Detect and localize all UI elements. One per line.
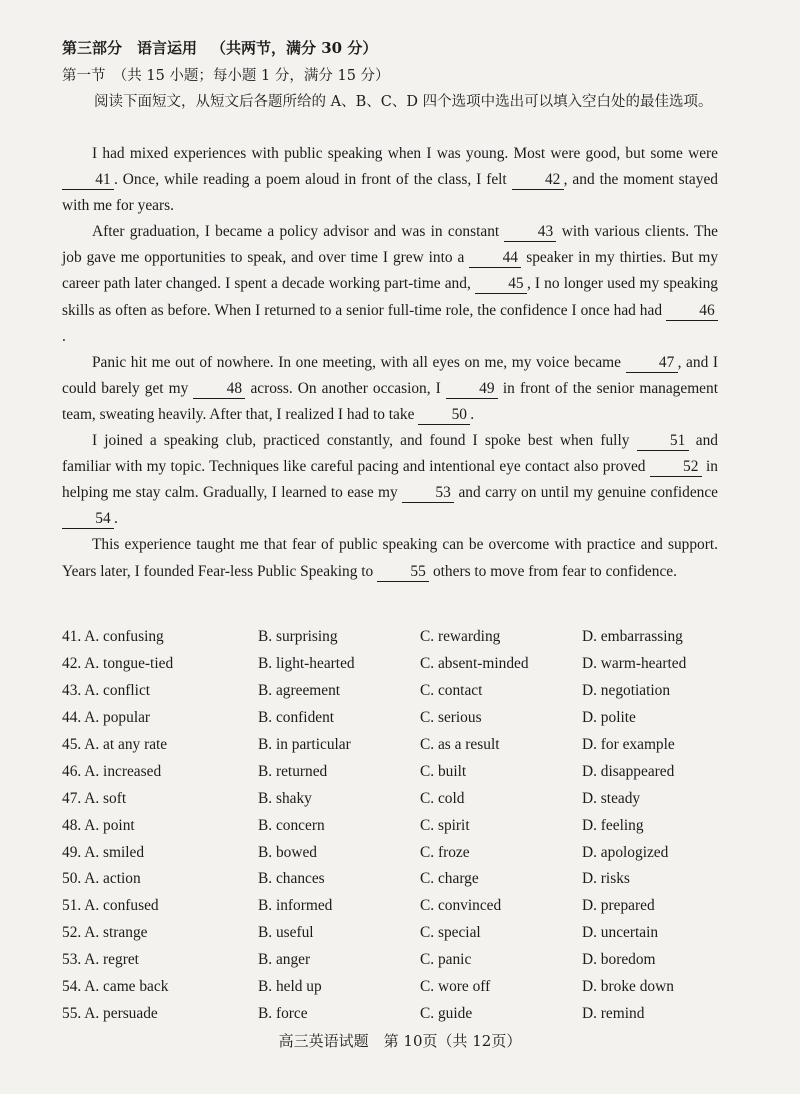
option-a: 43. A. conflict <box>62 682 151 700</box>
option-b: B. agreement <box>258 682 341 700</box>
passage <box>62 141 718 585</box>
blank-51: 51 <box>637 432 689 451</box>
option-b: B. useful <box>258 924 314 942</box>
question-options-row <box>62 678 742 705</box>
option-d: D. disappeared <box>582 762 675 780</box>
passage-paragraph <box>62 428 718 532</box>
question-options-row <box>62 920 742 947</box>
option-a: 48. A. point <box>62 816 135 834</box>
option-b: B. anger <box>258 951 311 969</box>
option-c: C. charge <box>420 870 479 888</box>
section-heading: 第一节 （共 15 小题；每小题 1 分，满分 15 分） <box>62 68 390 84</box>
option-d: D. polite <box>582 709 636 727</box>
passage-text: I had mixed experiences with public speaking when I was young. Most were good, but some were <box>92 145 718 162</box>
passage-text: After graduation, I became a policy advisor and was in constant <box>92 223 505 241</box>
blank-54: 54 <box>62 510 114 529</box>
blank-50: 50 <box>418 406 470 425</box>
option-d: D. steady <box>582 789 641 807</box>
option-c: C. serious <box>420 709 482 727</box>
passage-text: , and the moment stayed with me for years. <box>62 171 718 215</box>
question-options-row <box>62 812 742 839</box>
option-b: B. confident <box>258 709 335 727</box>
instructions: 阅读下面短文，从短文后各题所给的 A、B、C、D 四个选项中选出可以填入空白处的最佳选项。 <box>94 94 713 110</box>
question-options-row <box>62 758 742 785</box>
part-title-text: 第三部分 语言运用 <box>62 39 198 57</box>
part-title <box>62 37 377 58</box>
passage-text: in front of the senior management team, sweating heavily. After that, I realized I had to take <box>62 379 718 423</box>
blank-43: 43 <box>504 223 556 242</box>
option-c: C. contact <box>420 682 483 700</box>
passage-text: . <box>114 510 118 528</box>
option-b: B. informed <box>258 897 333 915</box>
option-b: B. force <box>258 1004 308 1022</box>
question-options-row <box>62 651 742 678</box>
passage-text: others to move from fear to confidence. <box>429 562 677 580</box>
blank-49: 49 <box>446 380 498 399</box>
option-c: C. convinced <box>420 897 502 915</box>
question-options-row <box>62 947 742 974</box>
option-d: D. risks <box>582 870 630 888</box>
passage-text: . <box>470 405 475 423</box>
blank-41: 41 <box>62 171 114 190</box>
option-a: 45. A. at any rate <box>62 736 168 753</box>
option-c: C. built <box>420 762 467 780</box>
passage-text: This experience taught me that fear of public speaking can be overcome with practice and support. Years later, I founded Fear-less Public Speaking to <box>62 536 718 580</box>
option-a: 41. A. confusing <box>62 628 164 646</box>
option-d: D. uncertain <box>582 924 659 942</box>
option-b: B. bowed <box>258 843 317 861</box>
option-a: 47. A. soft <box>62 789 127 807</box>
option-b: B. in particular <box>258 736 351 753</box>
option-a: 42. A. tongue-tied <box>62 655 174 673</box>
passage-text: . Once, while reading a poem aloud in front of the class, I felt <box>114 171 512 189</box>
question-options-row <box>62 732 742 759</box>
passage-text: Panic hit me out of nowhere. In one meeting, with all eyes on me, my voice became <box>92 353 626 371</box>
option-a: 55. A. persuade <box>62 1004 158 1022</box>
blank-45: 45 <box>475 275 527 294</box>
option-c: C. special <box>420 924 481 942</box>
question-options-row <box>62 974 742 1001</box>
passage-text: speaker in my thirties. But my career path later changed. I spent a decade working part-time and, <box>62 249 719 293</box>
option-a: 53. A. regret <box>62 951 139 969</box>
option-d: D. boredom <box>582 951 656 969</box>
passage-text: in helping me stay calm. Gradually, I learned to ease my <box>62 458 718 502</box>
question-options-row <box>62 893 742 920</box>
option-b: B. held up <box>258 978 322 996</box>
passage-text: and carry on until my genuine confidence <box>454 484 719 502</box>
passage-text: across. On another occasion, I <box>245 379 446 397</box>
option-a: 51. A. confused <box>62 897 159 915</box>
option-c: C. guide <box>420 1004 473 1022</box>
option-a: 44. A. popular <box>62 709 151 727</box>
passage-paragraph <box>62 350 718 428</box>
option-b: B. surprising <box>258 628 338 646</box>
option-b: B. shaky <box>258 789 312 807</box>
blank-44: 44 <box>469 249 521 268</box>
option-a: 50. A. action <box>62 870 141 888</box>
option-c: C. as a result <box>420 736 500 753</box>
blank-42: 42 <box>512 171 564 190</box>
option-a: 49. A. smiled <box>62 843 145 861</box>
question-options-row <box>62 785 742 812</box>
option-c: C. froze <box>420 843 470 861</box>
question-options-row <box>62 839 742 866</box>
option-c: C. cold <box>420 789 465 807</box>
option-d: D. embarrassing <box>582 628 683 646</box>
option-d: D. broke down <box>582 978 674 996</box>
option-b: B. chances <box>258 870 325 888</box>
option-c: C. rewarding <box>420 628 501 646</box>
question-options-row <box>62 866 742 893</box>
passage-text: , I no longer used my speaking skills as often as before. When I returned to a senior full-time role, the confidence I once had had <box>62 275 719 319</box>
blank-53: 53 <box>402 484 454 503</box>
option-d: D. warm-hearted <box>582 655 687 673</box>
option-a: 52. A. strange <box>62 924 148 942</box>
option-b: B. returned <box>258 762 328 780</box>
option-b: B. light-hearted <box>258 655 355 673</box>
blank-48: 48 <box>193 380 245 399</box>
question-options-row <box>62 624 742 651</box>
blank-47: 47 <box>626 354 678 373</box>
options-table <box>62 624 742 1027</box>
passage-text: and familiar with my topic. Techniques like careful pacing and intentional eye contact also proved <box>62 432 718 476</box>
page-footer: 高三英语试题 第 10页（共 12页） <box>278 1032 522 1050</box>
passage-text: . <box>62 327 66 345</box>
question-options-row <box>62 705 742 732</box>
passage-paragraph <box>62 219 718 349</box>
blank-55: 55 <box>377 563 429 582</box>
option-d: D. feeling <box>582 816 644 834</box>
passage-text: , and I could barely get my <box>62 353 718 397</box>
option-d: D. negotiation <box>582 682 671 700</box>
option-c: C. panic <box>420 951 472 969</box>
option-a: 46. A. increased <box>62 762 162 780</box>
option-d: D. for example <box>582 736 675 753</box>
part-note: （共两节，满分 30 分） <box>211 39 378 57</box>
passage-text: with various clients. The job gave me opportunities to speak, and over time I grew into a <box>62 223 718 267</box>
option-c: C. absent-minded <box>420 655 529 673</box>
passage-text: I joined a speaking club, practiced constantly, and found I spoke best when fully <box>92 432 637 450</box>
option-a: 54. A. came back <box>62 978 169 996</box>
option-d: D. apologized <box>582 843 669 861</box>
option-c: C. wore off <box>420 978 491 996</box>
blank-52: 52 <box>650 458 702 477</box>
option-b: B. concern <box>258 816 325 834</box>
question-options-row <box>62 1000 742 1027</box>
option-d: D. remind <box>582 1004 645 1022</box>
option-d: D. prepared <box>582 897 655 915</box>
passage-paragraph <box>62 532 718 584</box>
option-c: C. spirit <box>420 816 470 834</box>
passage-paragraph <box>62 141 718 219</box>
blank-46: 46 <box>666 302 718 321</box>
